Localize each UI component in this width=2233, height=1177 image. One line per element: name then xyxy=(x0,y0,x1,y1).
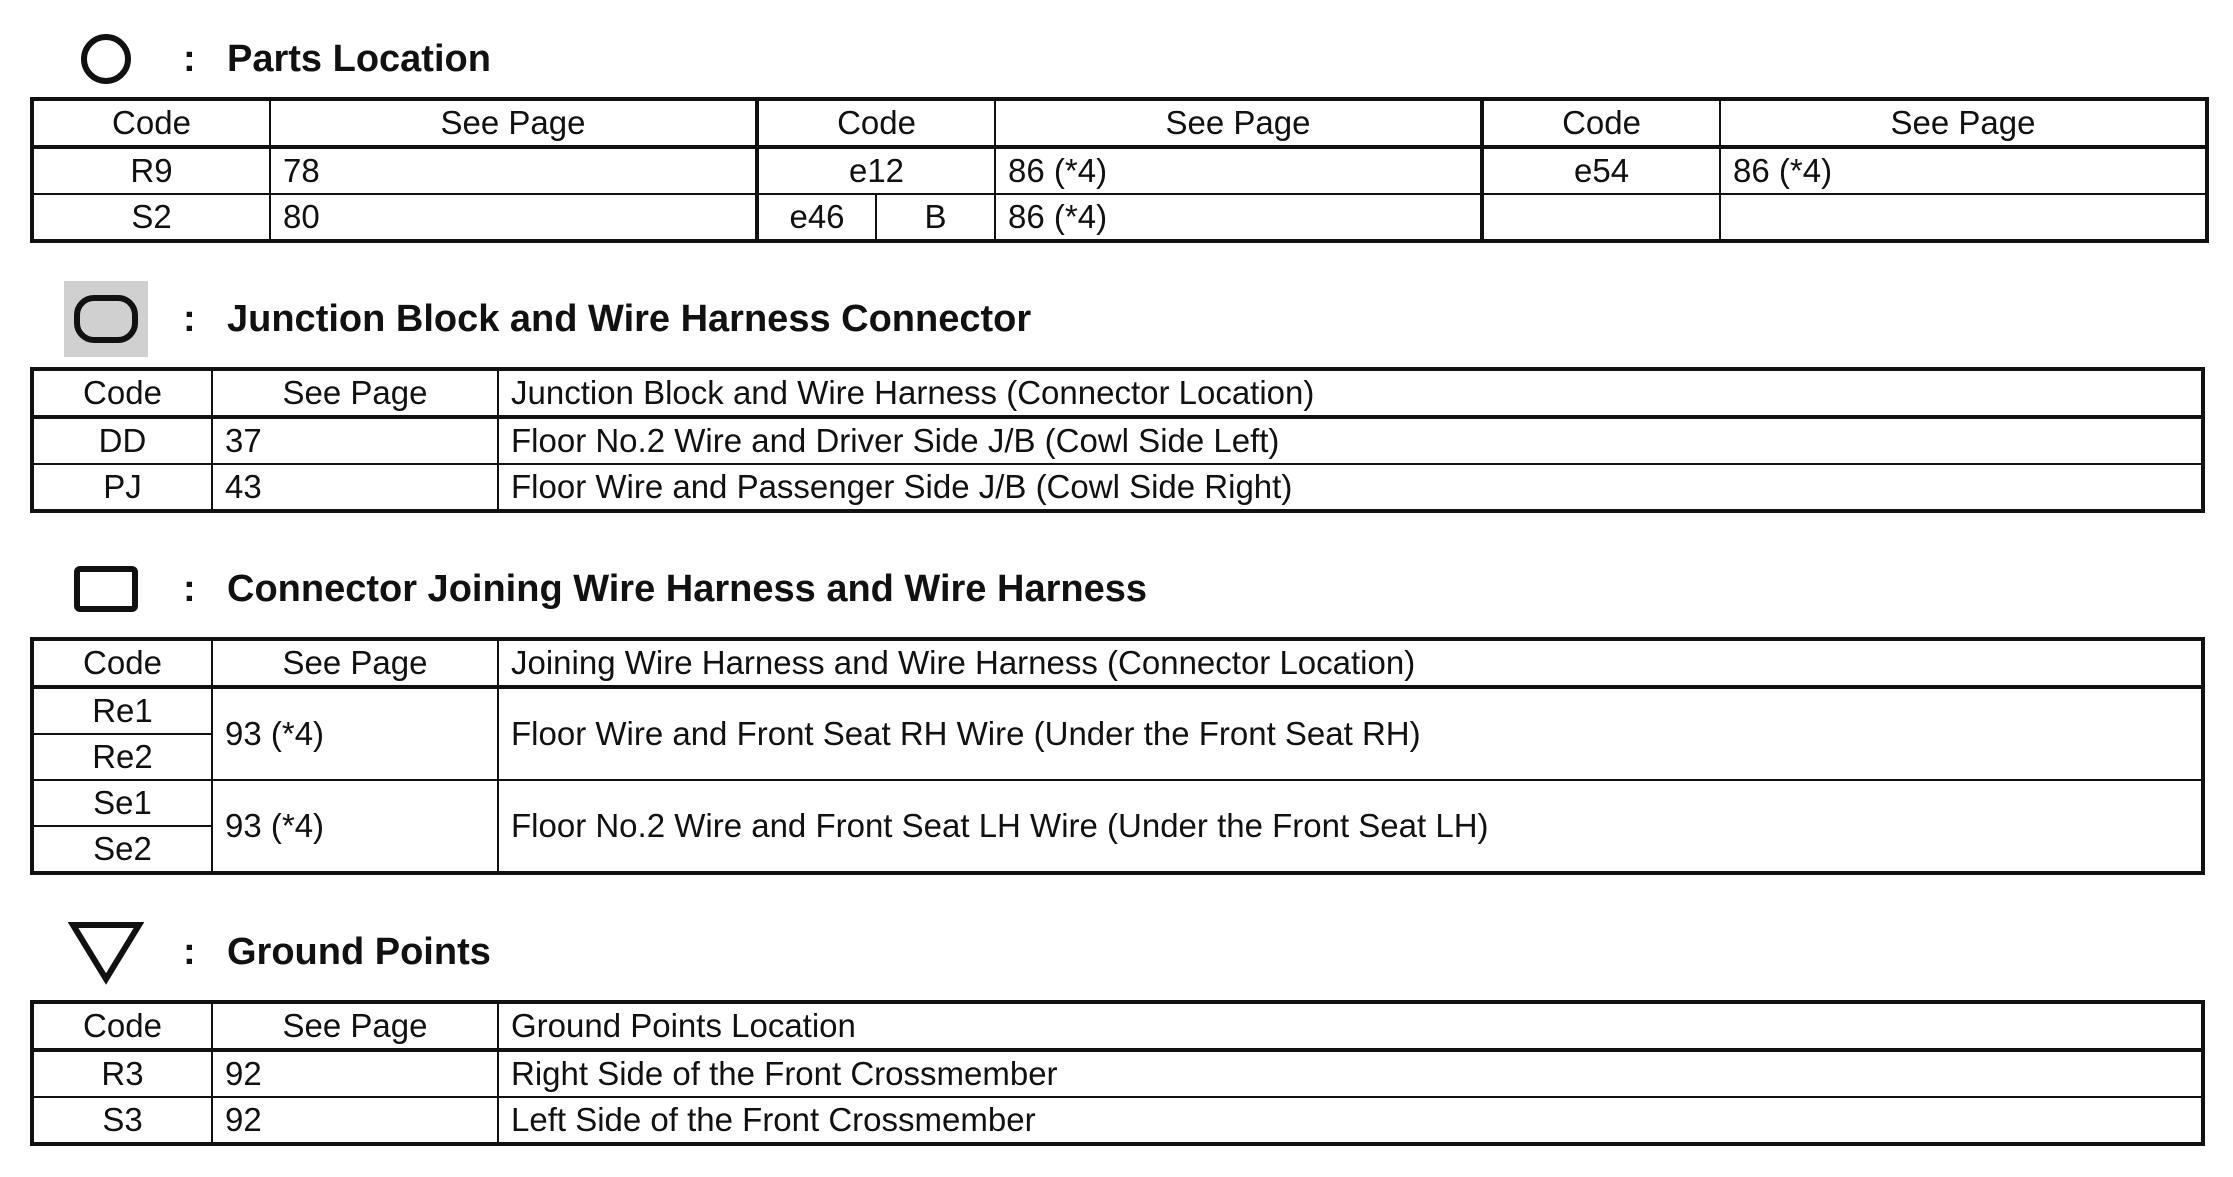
junction-block-table xyxy=(30,367,2205,513)
table-row xyxy=(32,1050,2203,1097)
code-cell: R9 xyxy=(32,147,270,194)
code-cell: Re1 xyxy=(32,687,212,734)
code-cell: Se2 xyxy=(32,826,212,873)
table-header-row xyxy=(32,1002,2203,1050)
section-colon: : xyxy=(183,38,196,80)
location-cell: Floor Wire and Front Seat RH Wire (Under the Front Seat RH) xyxy=(498,687,2203,780)
page-cell: 93 (*4) xyxy=(212,780,498,873)
header-code: Code xyxy=(32,369,212,417)
junction-block-header xyxy=(0,281,2233,361)
header-see-page: See Page xyxy=(212,1002,498,1050)
location-cell: Floor No.2 Wire and Driver Side J/B (Cowl Side Left) xyxy=(498,417,2203,464)
rounded-rectangle-icon xyxy=(64,281,148,357)
code-cell: Se1 xyxy=(32,780,212,826)
code-cell: PJ xyxy=(32,464,212,511)
table-row xyxy=(32,464,2203,511)
code-cell: R3 xyxy=(32,1050,212,1097)
section-colon: : xyxy=(183,568,196,610)
table-row xyxy=(32,1097,2203,1144)
page-cell: 43 xyxy=(212,464,498,511)
page-cell: 93 (*4) xyxy=(212,687,498,780)
section-title: Ground Points xyxy=(227,931,491,973)
code-cell: S3 xyxy=(32,1097,212,1144)
section-colon: : xyxy=(183,298,196,340)
header-location: Junction Block and Wire Harness (Connector Location) xyxy=(498,369,2203,417)
table-header-row xyxy=(32,639,2203,687)
code-cell xyxy=(1482,194,1720,241)
page-cell: 92 xyxy=(212,1050,498,1097)
code-cell: e46 xyxy=(757,194,876,241)
section-title: Junction Block and Wire Harness Connector xyxy=(227,298,1032,340)
header-location: Joining Wire Harness and Wire Harness (Connector Location) xyxy=(498,639,2203,687)
header-code: Code xyxy=(32,639,212,687)
section-title: Parts Location xyxy=(227,38,491,80)
page-cell xyxy=(1720,194,2207,241)
table-header-row xyxy=(32,99,2207,147)
code-cell: Re2 xyxy=(32,734,212,780)
section-title: Connector Joining Wire Harness and Wire Harness xyxy=(227,568,1147,610)
connector-joining-header xyxy=(0,551,2233,631)
code-cell: e12 xyxy=(757,147,995,194)
ground-points-header xyxy=(0,914,2233,994)
circle-icon xyxy=(64,21,148,97)
page-cell: 92 xyxy=(212,1097,498,1144)
table-header-row xyxy=(32,369,2203,417)
page-cell: 86 (*4) xyxy=(995,194,1482,241)
table-row xyxy=(32,780,2203,826)
location-cell: Right Side of the Front Crossmember xyxy=(498,1050,2203,1097)
table-row xyxy=(32,147,2207,194)
header-code: Code xyxy=(32,1002,212,1050)
header-code: Code xyxy=(1482,99,1720,147)
header-see-page: See Page xyxy=(212,369,498,417)
header-location: Ground Points Location xyxy=(498,1002,2203,1050)
code-cell: DD xyxy=(32,417,212,464)
header-see-page: See Page xyxy=(995,99,1482,147)
header-code: Code xyxy=(757,99,995,147)
page-cell: 86 (*4) xyxy=(1720,147,2207,194)
location-cell: Floor Wire and Passenger Side J/B (Cowl Side Right) xyxy=(498,464,2203,511)
section-colon: : xyxy=(183,931,196,973)
header-see-page: See Page xyxy=(212,639,498,687)
table-row xyxy=(32,417,2203,464)
code-subtype-cell: B xyxy=(876,194,995,241)
location-cell: Left Side of the Front Crossmember xyxy=(498,1097,2203,1144)
header-see-page: See Page xyxy=(270,99,757,147)
code-cell: S2 xyxy=(32,194,270,241)
header-code: Code xyxy=(32,99,270,147)
parts-location-header xyxy=(0,21,2233,101)
triangle-down-icon xyxy=(64,914,148,990)
code-cell: e54 xyxy=(1482,147,1720,194)
ground-points-table xyxy=(30,1000,2205,1146)
page-cell: 80 xyxy=(270,194,757,241)
location-cell: Floor No.2 Wire and Front Seat LH Wire (Under the Front Seat LH) xyxy=(498,780,2203,873)
page-cell: 86 (*4) xyxy=(995,147,1482,194)
connector-joining-table xyxy=(30,637,2205,875)
parts-location-table xyxy=(30,97,2209,243)
rectangle-icon xyxy=(64,551,148,627)
header-see-page: See Page xyxy=(1720,99,2207,147)
page-cell: 78 xyxy=(270,147,757,194)
page-cell: 37 xyxy=(212,417,498,464)
table-row xyxy=(32,687,2203,734)
table-row xyxy=(32,194,2207,241)
